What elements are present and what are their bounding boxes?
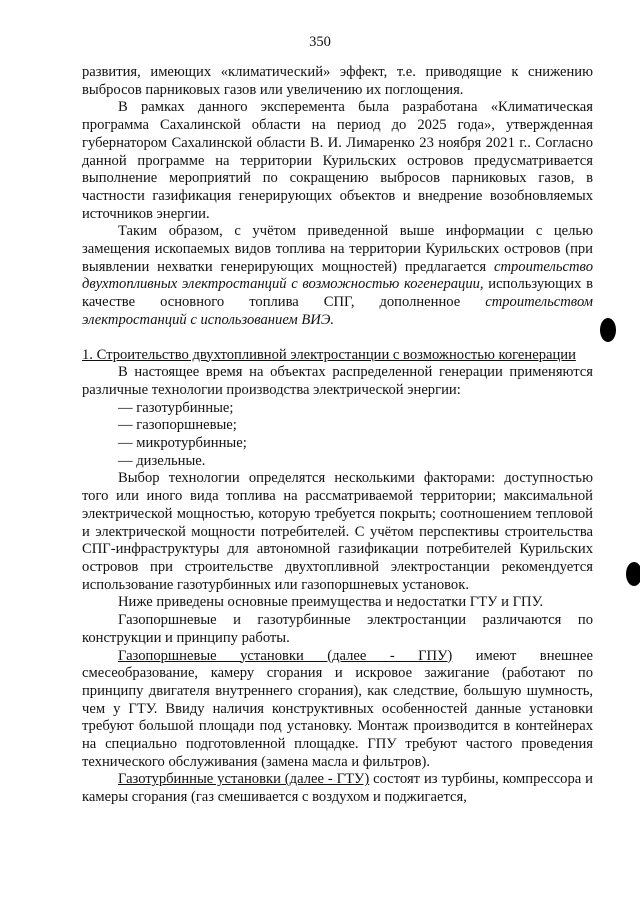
paragraph: развития, имеющих «климатический» эффект, т.е. приводящие к снижению выбросов парниковых газов или увеличению их поглощения. xyxy=(82,64,593,98)
text-run: имеют внешнее смесеобразование, камеру сгорания и искровое зажигание (работают по принципу двигателя внутреннего сгорания), как следствие, большую шумность, чем у ГТУ. Ввиду наличия конструктивных особенностей данные установки требуют большой площади под установку. Монтаж производится в контейнерах на специально подготовленной площадке. ГПУ требуют частого проведения технического обслуживания (замена масла и фильтров). xyxy=(82,647,593,770)
document-body xyxy=(82,64,593,807)
list-item: — дизельные. xyxy=(118,452,206,469)
list-item: — газопоршневые; xyxy=(118,417,237,434)
paragraph xyxy=(82,223,593,329)
paragraph: В рамках данного эксперемента была разработана «Климатическая программа Сахалинской области на период до 2025 года», утвержденная губернатором Сахалинской области В. И. Лимаренко 23 ноября 2021 г.. Согласно данной программе на территории Курильских островов предусматривается выполнение мероприятий по сокращению выбросов парниковых газов, в частности газификация генерирующих объектов и внедрение возобновляемых источников энергии. xyxy=(82,99,593,222)
paragraph xyxy=(82,648,593,772)
text-run: Таким образом, с учётом приведенной выше информации с целью замещения ископаемых видов топлива на территории Курильских островов (при выявлении нехватки генерирующих мощностей) предлагается xyxy=(82,223,593,275)
paragraph: В настоящее время на объектах распределенной генерации применяются различные технологии производства электрической энергии: xyxy=(82,364,593,398)
text-run: состоят из турбины, компрессора и камеры сгорания (газ смешивается с воздухом и поджигается, xyxy=(82,771,593,806)
punch-hole-mark xyxy=(626,562,640,586)
italic-text: строительством электростанций с использованием ВИЭ. xyxy=(82,294,593,328)
paragraph: Газопоршневые и газотурбинные электростанции различаются по конструкции и принципу работы. xyxy=(82,612,593,646)
underlined-term: Газопоршневые установки (далее - ГПУ) xyxy=(118,647,453,664)
section-heading xyxy=(82,347,593,365)
page-number: 350 xyxy=(309,34,331,50)
text-run: использующих в качестве основного топлива СПГ, дополненное xyxy=(82,276,593,311)
punch-hole-mark xyxy=(600,318,616,342)
paragraph xyxy=(82,771,593,806)
section-heading-text: 1. Строительство двухтопливной электростанции с возможностью когенерации xyxy=(82,346,576,363)
list-item: — микротурбинные; xyxy=(118,435,247,452)
underlined-term: Газотурбинные установки (далее - ГТУ) xyxy=(118,771,370,788)
italic-text: строительство двухтопливных электростанций с возможностью когенерации, xyxy=(82,258,593,293)
list-item: — газотурбинные; xyxy=(118,399,234,416)
paragraph: Выбор технологии определятся несколькими факторами: доступностью того или иного вида топлива на рассматриваемой территории; максимальной электрической мощностью, которую требуется покрыть; соотношением тепловой и электрической мощности потребителей. С учётом перспективы строительства СПГ-инфраструктуры для автономной газификации потребителей Курильских островов при строительстве двухтопливной электростанции рекомендуется использование газотурбинных или газопоршневых установок. xyxy=(82,470,593,593)
paragraph: Ниже приведены основные преимущества и недостатки ГТУ и ГПУ. xyxy=(118,594,544,611)
